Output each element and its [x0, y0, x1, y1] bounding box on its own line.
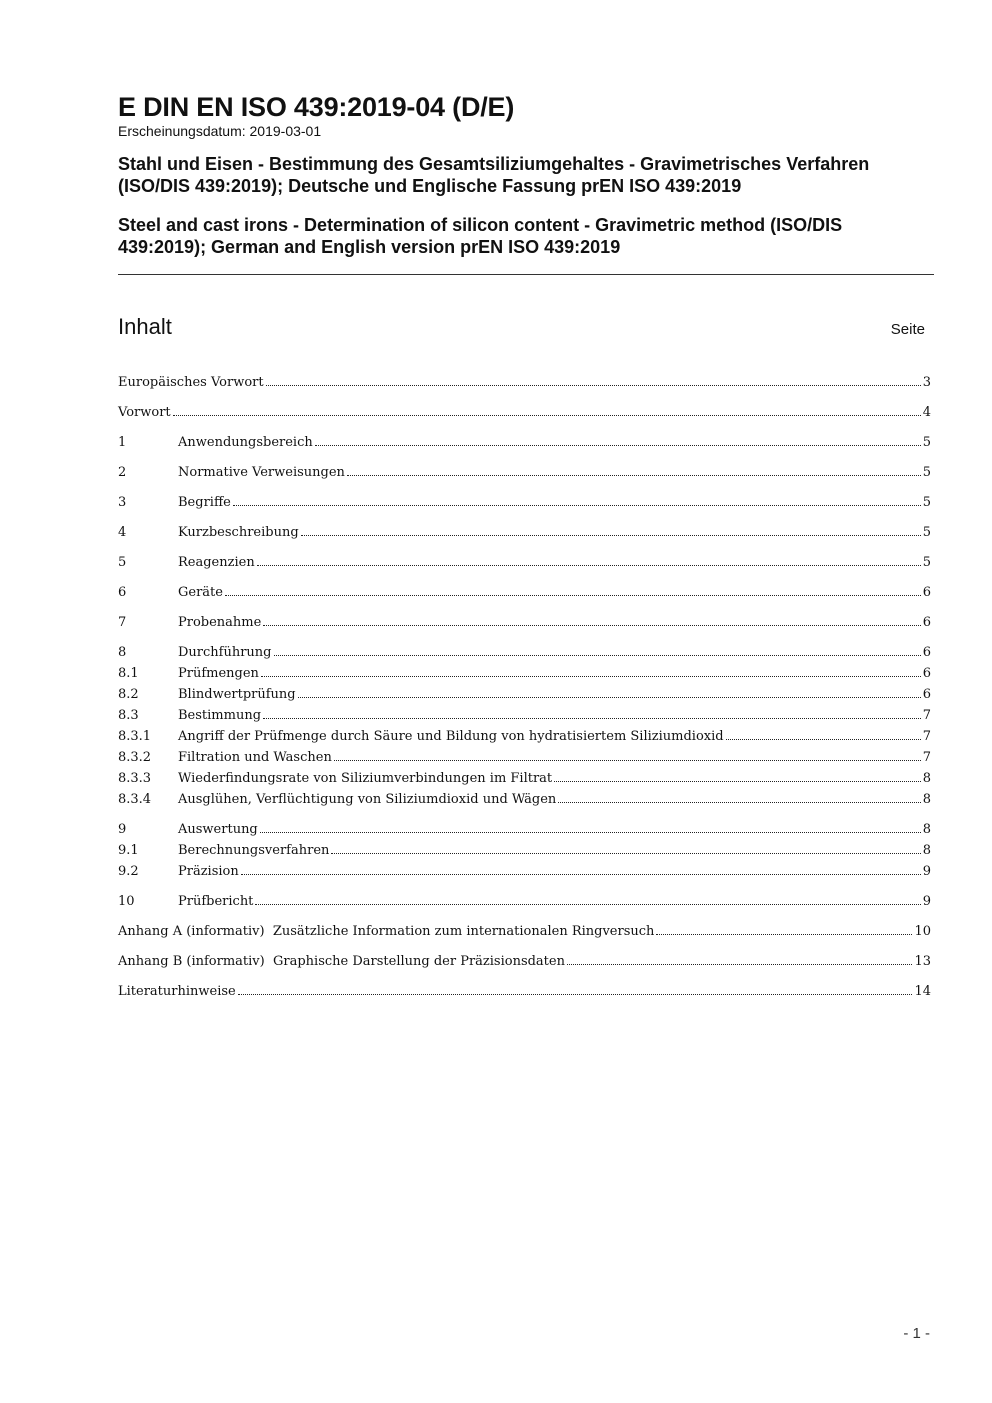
- toc-entry[interactable]: [118, 747, 931, 768]
- toc-leader: [263, 625, 920, 626]
- toc-entry-page: 4: [922, 405, 931, 420]
- toc-leader: [301, 535, 921, 536]
- toc-leader: [238, 994, 913, 995]
- toc-entry-number: 8.2: [118, 687, 139, 702]
- table-of-contents: [118, 372, 931, 1002]
- toc-entry-label: Anhang A (informativ) Zusätzliche Information zum internationalen Ringversuch: [118, 924, 655, 939]
- toc-entry-page: 6: [922, 645, 931, 660]
- title-german: Stahl und Eisen - Bestimmung des Gesamtsiliziumgehaltes - Gravimetrisches Verfahren (ISO/DIS 439:2019); Deutsche und Englische Fassung prEN ISO 439:2019: [118, 154, 870, 196]
- toc-entry[interactable]: [118, 921, 931, 942]
- toc-entry-page: 5: [922, 465, 931, 480]
- toc-entry-page: 5: [922, 435, 931, 450]
- toc-entry[interactable]: [118, 861, 931, 882]
- toc-entry[interactable]: [118, 642, 931, 663]
- toc-leader: [334, 760, 921, 761]
- toc-entry-page: 7: [922, 750, 931, 765]
- toc-leader: [233, 505, 921, 506]
- toc-entry-page: 8: [922, 843, 931, 858]
- toc-entry-page: 7: [922, 729, 931, 744]
- toc-entry[interactable]: [118, 684, 931, 705]
- toc-entry[interactable]: [118, 402, 931, 423]
- toc-entry[interactable]: [118, 891, 931, 912]
- toc-entry[interactable]: [118, 789, 931, 810]
- toc-entry-page: 3: [922, 375, 931, 390]
- toc-entry[interactable]: [118, 705, 931, 726]
- page-number: - 1 -: [903, 1325, 930, 1342]
- toc-leader: [261, 676, 921, 677]
- toc-entry-label: Berechnungsverfahren: [178, 843, 330, 858]
- toc-leader: [331, 853, 920, 854]
- toc-entry-label: Geräte: [178, 585, 223, 600]
- toc-entry-page: 6: [922, 615, 931, 630]
- toc-entry-label: Literaturhinweise: [118, 984, 236, 999]
- toc-entry-number: 8.3.1: [118, 729, 152, 744]
- toc-entry-label: Reagenzien: [178, 555, 255, 570]
- toc-entry-number: 8: [118, 645, 127, 660]
- toc-entry-number: 9.1: [118, 843, 139, 858]
- toc-leader: [225, 595, 921, 596]
- toc-entry-label: Bestimmung: [178, 708, 262, 723]
- toc-leader: [558, 802, 920, 803]
- toc-entry[interactable]: [118, 372, 931, 393]
- toc-entry-number: 8.1: [118, 666, 139, 681]
- toc-entry-label: Prüfbericht: [178, 894, 254, 909]
- document-header: [118, 92, 934, 258]
- toc-entry-page: 14: [914, 984, 931, 999]
- toc-entry-number: 4: [118, 525, 127, 540]
- toc-entry-number: 7: [118, 615, 127, 630]
- toc-entry-page: 8: [922, 822, 931, 837]
- toc-entry-label: Auswertung: [178, 822, 258, 837]
- toc-entry[interactable]: [118, 726, 931, 747]
- toc-entry-label: Ausglühen, Verflüchtigung von Siliziumdioxid und Wägen: [178, 792, 557, 807]
- toc-leader: [726, 739, 921, 740]
- toc-leader: [554, 781, 921, 782]
- toc-leader: [260, 832, 921, 833]
- toc-leader: [298, 697, 921, 698]
- toc-entry[interactable]: [118, 819, 931, 840]
- toc-entry-page: 9: [922, 894, 931, 909]
- toc-entry[interactable]: [118, 612, 931, 633]
- toc-entry-label: Probenahme: [178, 615, 262, 630]
- toc-entry-label: Angriff der Prüfmenge durch Säure und Bildung von hydratisiertem Siliziumdioxid: [178, 729, 724, 744]
- toc-page-heading: Seite: [890, 321, 925, 338]
- toc-leader: [266, 385, 921, 386]
- toc-leader: [656, 934, 912, 935]
- toc-entry-number: 10: [118, 894, 135, 909]
- toc-entry-label: Wiederfindungsrate von Siliziumverbindungen im Filtrat: [178, 771, 553, 786]
- toc-entry-label: Kurzbeschreibung: [178, 525, 299, 540]
- toc-entry-number: 8.3.4: [118, 792, 152, 807]
- toc-entry[interactable]: [118, 951, 931, 972]
- toc-entry-number: 6: [118, 585, 127, 600]
- toc-entry-number: 8.3: [118, 708, 139, 723]
- toc-entry-page: 5: [922, 555, 931, 570]
- toc-entry-number: 3: [118, 495, 127, 510]
- toc-entry-label: Normative Verweisungen: [178, 465, 345, 480]
- toc-entry[interactable]: [118, 981, 931, 1002]
- toc-entry-label: Blindwertprüfung: [178, 687, 296, 702]
- toc-entry[interactable]: [118, 663, 931, 684]
- toc-entry-label: Anhang B (informativ) Graphische Darstellung der Präzisionsdaten: [118, 954, 565, 969]
- publication-date: Erscheinungsdatum: 2019-03-01: [118, 123, 322, 139]
- toc-entry[interactable]: [118, 462, 931, 483]
- toc-leader: [255, 904, 920, 905]
- toc-entry-page: 13: [914, 954, 931, 969]
- toc-leader: [274, 655, 921, 656]
- toc-entry[interactable]: [118, 768, 931, 789]
- toc-entry-label: Filtration und Waschen: [178, 750, 332, 765]
- title-english: Steel and cast irons - Determination of silicon content - Gravimetric method (ISO/DIS 439:2019); German and English version prEN ISO 439:2019: [118, 215, 843, 257]
- toc-entry[interactable]: [118, 522, 931, 543]
- toc-entry-page: 5: [922, 495, 931, 510]
- toc-entry-label: Präzision: [178, 864, 239, 879]
- toc-entry-label: Durchführung: [178, 645, 272, 660]
- toc-entry-page: 10: [914, 924, 931, 939]
- toc-entry-number: 8.3.3: [118, 771, 152, 786]
- toc-entry-page: 6: [922, 585, 931, 600]
- toc-entry-page: 8: [922, 771, 931, 786]
- document-title: E DIN EN ISO 439:2019-04 (D/E): [118, 92, 515, 122]
- toc-entry-page: 8: [922, 792, 931, 807]
- toc-entry-page: 5: [922, 525, 931, 540]
- toc-leader: [263, 718, 921, 719]
- toc-entry-label: Begriffe: [178, 495, 231, 510]
- header-divider: [118, 274, 934, 275]
- toc-leader: [257, 565, 921, 566]
- toc-entry-number: 5: [118, 555, 127, 570]
- toc-leader: [347, 475, 921, 476]
- toc-entry-page: 9: [922, 864, 931, 879]
- toc-entry[interactable]: [118, 840, 931, 861]
- toc-entry[interactable]: [118, 432, 931, 453]
- toc-entry-label: Prüfmengen: [178, 666, 259, 681]
- toc-entry-number: 2: [118, 465, 127, 480]
- toc-entry-page: 6: [922, 666, 931, 681]
- toc-entry-number: 1: [118, 435, 127, 450]
- toc-entry[interactable]: [118, 492, 931, 513]
- toc-entry-number: 9: [118, 822, 127, 837]
- toc-entry[interactable]: [118, 582, 931, 603]
- toc-entry[interactable]: [118, 552, 931, 573]
- toc-leader: [241, 874, 921, 875]
- toc-entry-number: 8.3.2: [118, 750, 152, 765]
- toc-entry-label: Europäisches Vorwort: [118, 375, 264, 390]
- toc-leader: [173, 415, 921, 416]
- toc-heading: Inhalt: [118, 314, 172, 339]
- toc-leader: [315, 445, 921, 446]
- toc-entry-number: 9.2: [118, 864, 139, 879]
- toc-entry-page: 7: [922, 708, 931, 723]
- toc-entry-page: 6: [922, 687, 931, 702]
- toc-entry-label: Anwendungsbereich: [178, 435, 313, 450]
- toc-entry-label: Vorwort: [118, 405, 171, 420]
- toc-leader: [567, 964, 912, 965]
